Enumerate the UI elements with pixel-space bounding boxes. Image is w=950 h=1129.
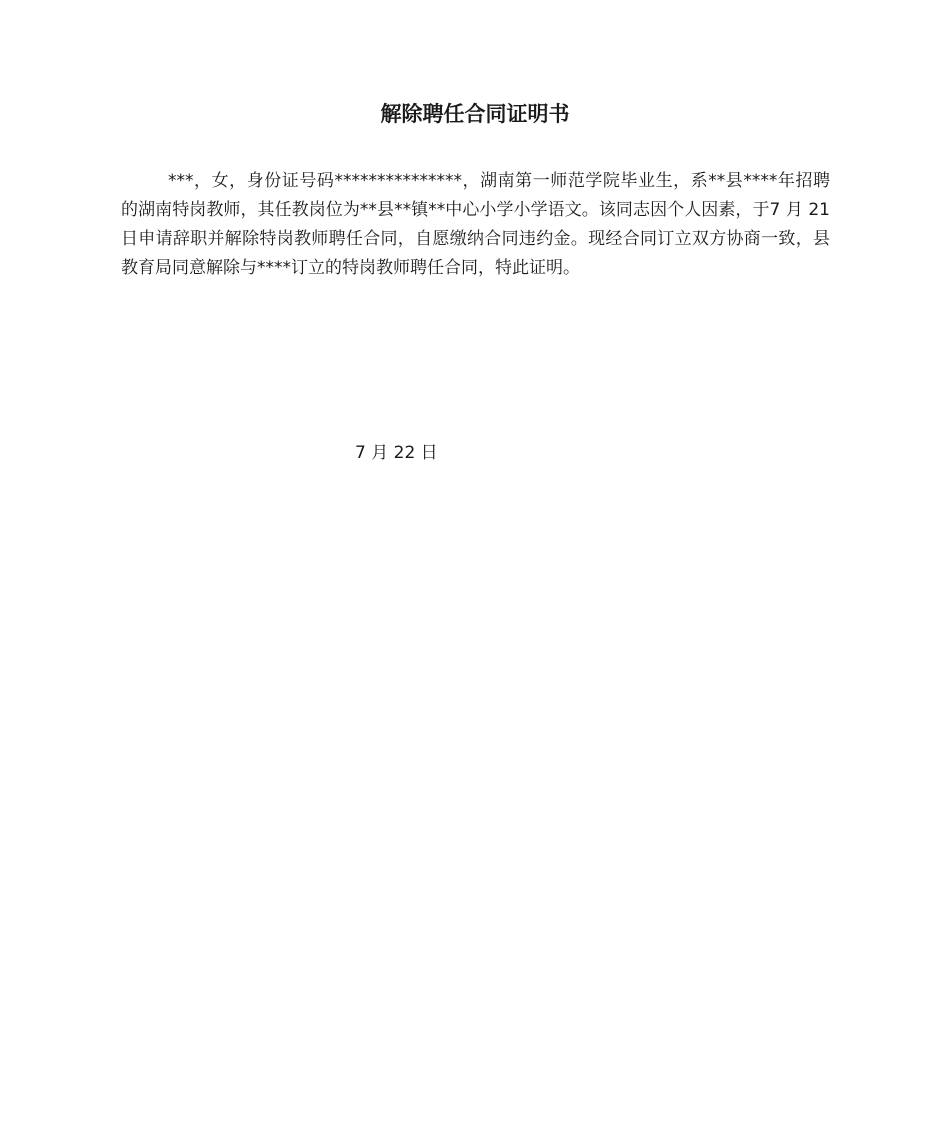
document-title: 解除聘任合同证明书 [380, 102, 570, 126]
body-paragraph: ***，女，身份证号码***************，湖南第一师范学院毕业生，系**县****年招聘的湖南特岗教师，其任教岗位为**县**镇**中心小学小学语文。该同志因个人因素，于7 月 21 日申请辞职并解除特岗教师聘任合同，自愿缴纳合同违约金。现经合同订立双方协商一致，县教育局同意解除与****订立的特岗教师聘任合同，特此证明。 [121, 171, 830, 278]
date-line: 7 月 22 日 [355, 443, 438, 463]
